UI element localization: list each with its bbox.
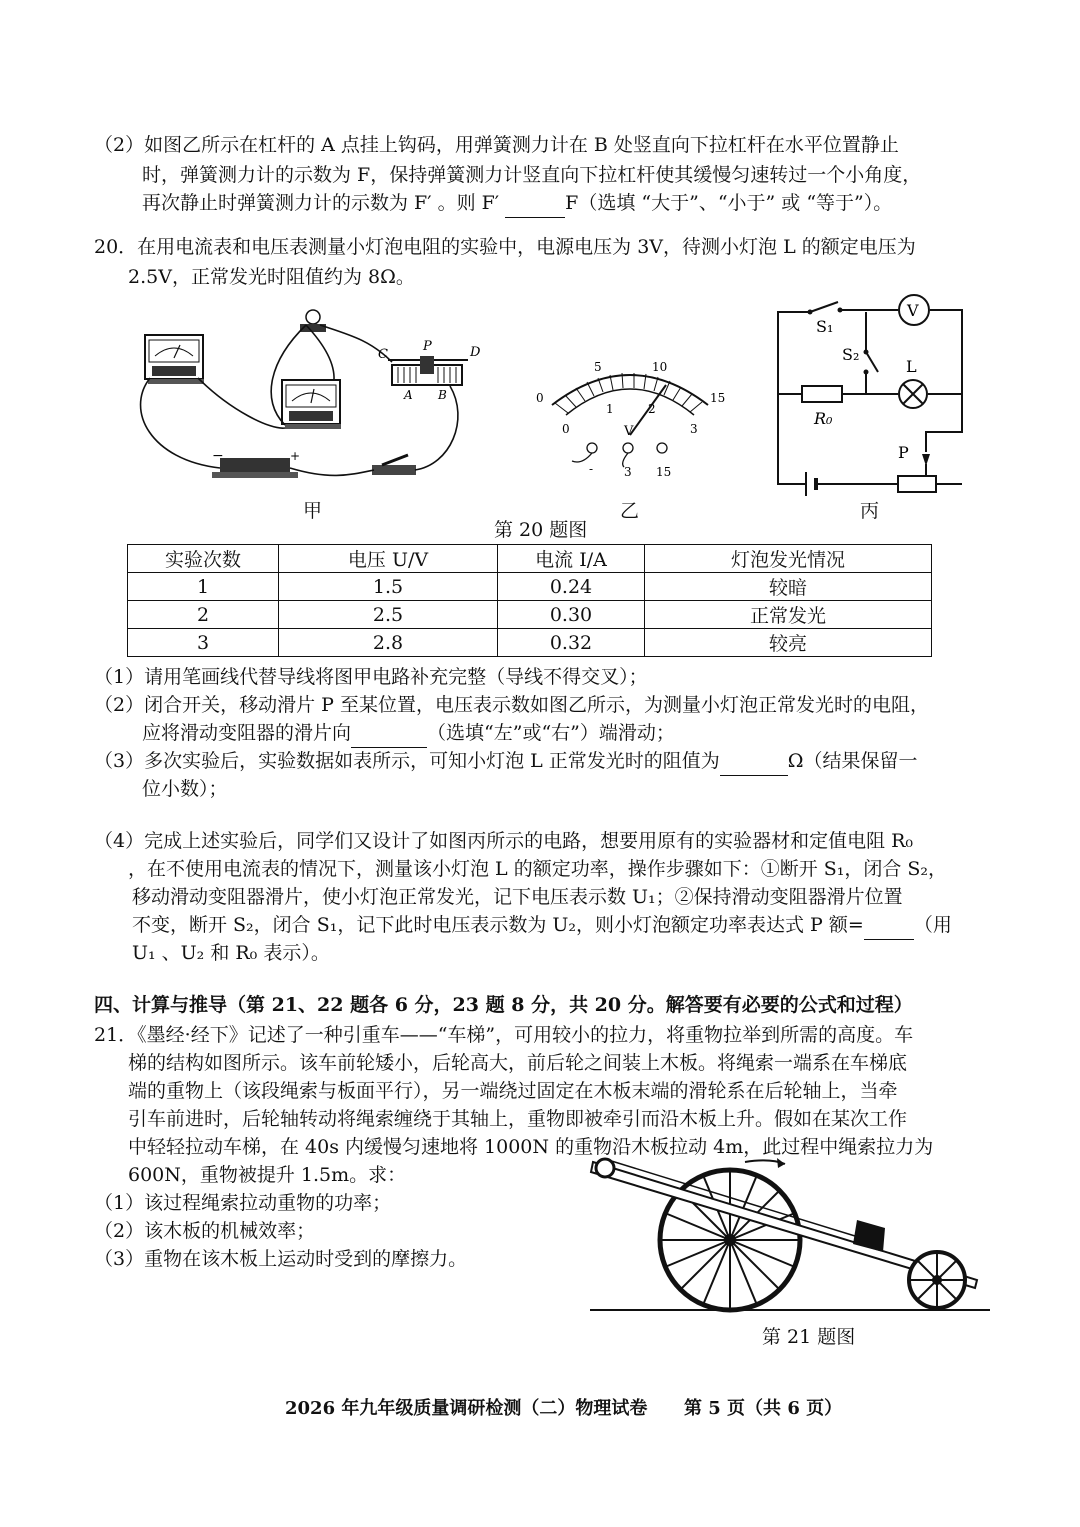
figure-20-jia bbox=[120, 300, 520, 500]
terminal-a-label: A bbox=[404, 388, 413, 402]
ammeter-drawing bbox=[145, 335, 204, 384]
table-cell: 0.32 bbox=[498, 629, 645, 657]
q21-line6: 600N，重物被提升 1.5m。求： bbox=[128, 1164, 407, 1186]
q20-intro-line2: 2.5V，正常发光时阻值约为 8Ω。 bbox=[128, 266, 415, 288]
outer-scale-5: 5 bbox=[594, 360, 602, 374]
small-wheel bbox=[909, 1252, 965, 1308]
q21-sub3: （3）重物在该木板上运动时受到的摩擦力。 bbox=[94, 1248, 468, 1270]
table-cell: 0.30 bbox=[498, 601, 645, 629]
section-4-heading: 四、计算与推导（第 21、22 题各 6 分，23 题 8 分，共 20 分。解答要有必要的公式和过程） bbox=[94, 994, 913, 1016]
q19-part2-line3-b: F（选填 “大于”、“小于” 或 “等于”）。 bbox=[565, 192, 893, 214]
q20-part3-line1-b: Ω（结果保留一 bbox=[787, 750, 918, 772]
figure-20-bing bbox=[770, 292, 970, 492]
battery-plus-label: + bbox=[290, 449, 301, 463]
table-header-current: 电流 I/A bbox=[498, 545, 645, 573]
battery-drawing bbox=[212, 458, 298, 478]
figure-20-yi bbox=[530, 355, 730, 485]
voltmeter-drawing bbox=[282, 380, 341, 429]
q20-part4-line1: （4）完成上述实验后，同学们又设计了如图丙所示的电路，想要用原有的实验器材和定值电阻 R₀ bbox=[94, 830, 914, 852]
table-header-brightness: 灯泡发光情况 bbox=[645, 545, 932, 573]
table-cell: 3 bbox=[128, 629, 279, 657]
q20-part4-line3: 移动滑动变阻器滑片，使小灯泡正常发光，记下电压表示数 U₁；②保持滑动变阻器滑片位置 bbox=[132, 886, 903, 908]
q19-part2-line3 bbox=[142, 188, 892, 218]
figure-jia-label: 甲 bbox=[303, 500, 323, 522]
table-cell: 2.5 bbox=[279, 601, 498, 629]
q20-part3-line1-a: （3）多次实验后，实验数据如表所示，可知小灯泡 L 正常发光时的阻值为 bbox=[94, 750, 720, 772]
q20-part3-line1 bbox=[94, 746, 918, 776]
table-header-trial: 实验次数 bbox=[128, 545, 279, 573]
q20-part3-line2: 位小数）； bbox=[142, 778, 228, 800]
q19-part2-line3-a: 再次静止时弹簧测力计的示数为 F′ 。则 F′ bbox=[142, 192, 500, 214]
table-cell: 1 bbox=[128, 573, 279, 601]
terminal-minus: - bbox=[589, 462, 594, 476]
bing-v-label: V bbox=[907, 301, 919, 320]
table-cell: 较亮 bbox=[645, 629, 932, 657]
terminal-d-label: D bbox=[470, 345, 481, 360]
q20-intro-line1: 20．在用电流表和电压表测量小灯泡电阻的实验中，电源电压为 3V，待测小灯泡 L 的额定电压为 bbox=[94, 236, 916, 258]
q21-sub1: （1）该过程绳索拉动重物的功率； bbox=[94, 1192, 392, 1214]
bing-r0-label: R₀ bbox=[814, 409, 833, 428]
q20-part2-line2-b: （选填“左”或“右”）端滑动； bbox=[427, 722, 675, 744]
lamp-drawing bbox=[300, 310, 326, 332]
answer-blank-19-2[interactable] bbox=[505, 195, 565, 218]
q20-part4-line4 bbox=[132, 910, 952, 940]
q21-line5: 中轻轻拉动车梯，在 40s 内缓慢匀速地将 1000N 的重物沿木板拉动 4m，此过程中绳索拉力为 bbox=[128, 1136, 934, 1158]
footer-page-number: 第 5 页（共 6 页） bbox=[684, 1398, 843, 1419]
q20-part4-line4-a: 不变，断开 S₂，闭合 S₁，记下此时电压表示数为 U₂，则小灯泡额定功率表达式 P 额= bbox=[132, 914, 864, 936]
table-row bbox=[128, 629, 932, 657]
inner-scale-3: 3 bbox=[690, 422, 698, 436]
q21-line1: 21．《墨经·经下》记述了一种引重车——“车梯”，可用较小的拉力，将重物拉举到所需的高度。车 bbox=[94, 1024, 914, 1046]
table-row bbox=[128, 573, 932, 601]
dial-unit-v: V bbox=[624, 424, 634, 439]
table-header-row bbox=[128, 545, 932, 573]
figure-yi-label: 乙 bbox=[620, 500, 640, 522]
outer-scale-15: 15 bbox=[710, 391, 726, 405]
figure-bing-label: 丙 bbox=[860, 500, 880, 522]
table-cell: 较暗 bbox=[645, 573, 932, 601]
q20-part4-line4-b: （用 bbox=[913, 914, 952, 936]
switch-drawing bbox=[372, 455, 416, 475]
terminal-15: 15 bbox=[656, 465, 672, 479]
inner-scale-0: 0 bbox=[562, 422, 570, 436]
table-row bbox=[128, 601, 932, 629]
q21-line2: 梯的结构如图所示。该车前轮矮小，后轮高大，前后轮之间装上木板。将绳索一端系在车梯底 bbox=[128, 1052, 908, 1074]
q21-sub2: （2）该木板的机械效率； bbox=[94, 1220, 316, 1242]
table-header-voltage: 电压 U/V bbox=[279, 545, 498, 573]
q20-data-table bbox=[127, 544, 932, 657]
battery-minus-label: − bbox=[212, 448, 224, 464]
figure-21-ladder-cart bbox=[585, 1140, 995, 1320]
terminal-b-label: B bbox=[438, 388, 447, 402]
footer-title: 2026 年九年级质量调研检测（二）物理试卷 bbox=[285, 1398, 648, 1419]
q20-part2-line2-a: 应将滑动变阻器的滑片向 bbox=[142, 722, 352, 744]
q20-part4-line2: ，在不使用电流表的情况下，测量该小灯泡 L 的额定功率，操作步骤如下：①断开 S₁，闭合 S₂， bbox=[128, 858, 948, 880]
answer-blank-20-2[interactable] bbox=[351, 725, 427, 748]
terminal-p-label: P bbox=[423, 339, 432, 354]
bing-p-label: P bbox=[898, 443, 909, 462]
inner-scale-1: 1 bbox=[606, 402, 614, 416]
q21-line4: 引车前进时，后轮轴转动将绳索缠绕于其轴上，重物即被牵引而沿木板上升。假如在某次工作 bbox=[128, 1108, 908, 1130]
q20-part2-line2 bbox=[142, 718, 675, 748]
q19-part2-line2: 时，弹簧测力计的示数为 F，保持弹簧测力计竖直向下拉杠杆使其缓慢匀速转过一个小角度， bbox=[142, 164, 922, 186]
table-cell: 0.24 bbox=[498, 573, 645, 601]
rheostat-drawing bbox=[388, 356, 468, 385]
bing-r0-resistor bbox=[802, 386, 842, 402]
bing-rheostat bbox=[898, 476, 936, 492]
terminal-3: 3 bbox=[624, 465, 632, 479]
q20-part1: （1）请用笔画线代替导线将图甲电路补充完整（导线不得交叉）； bbox=[94, 666, 648, 688]
bing-s1-label: S₁ bbox=[816, 317, 834, 336]
inner-scale-2: 2 bbox=[648, 402, 656, 416]
bing-s2-label: S₂ bbox=[842, 345, 860, 364]
answer-blank-20-4[interactable] bbox=[864, 917, 914, 940]
terminal-c-label: C bbox=[378, 347, 388, 362]
bing-l-label: L bbox=[906, 357, 917, 376]
q21-line3: 端的重物上（该段绳索与板面平行），另一端绕过固定在木板末端的滑轮系在后轮轴上，当牵 bbox=[128, 1080, 898, 1102]
table-cell: 1.5 bbox=[279, 573, 498, 601]
q19-part2-line1: （2）如图乙所示在杠杆的 A 点挂上钩码，用弹簧测力计在 B 处竖直向下拉杠杆在水平位置静止 bbox=[94, 134, 899, 156]
q20-part4-line5: U₁ 、U₂ 和 R₀ 表示）。 bbox=[132, 942, 330, 964]
table-cell: 2 bbox=[128, 601, 279, 629]
q20-part2-line1: （2）闭合开关，移动滑片 P 至某位置，电压表示数如图乙所示，为测量小灯泡正常发光时的电阻， bbox=[94, 694, 929, 716]
outer-scale-10: 10 bbox=[652, 360, 668, 374]
table-cell: 2.8 bbox=[279, 629, 498, 657]
figure-20-caption: 第 20 题图 bbox=[494, 519, 588, 541]
outer-scale-0: 0 bbox=[536, 391, 544, 405]
table-cell: 正常发光 bbox=[645, 601, 932, 629]
dial-terminals bbox=[572, 443, 667, 467]
figure-21-caption: 第 21 题图 bbox=[762, 1326, 856, 1348]
answer-blank-20-3[interactable] bbox=[720, 753, 788, 776]
